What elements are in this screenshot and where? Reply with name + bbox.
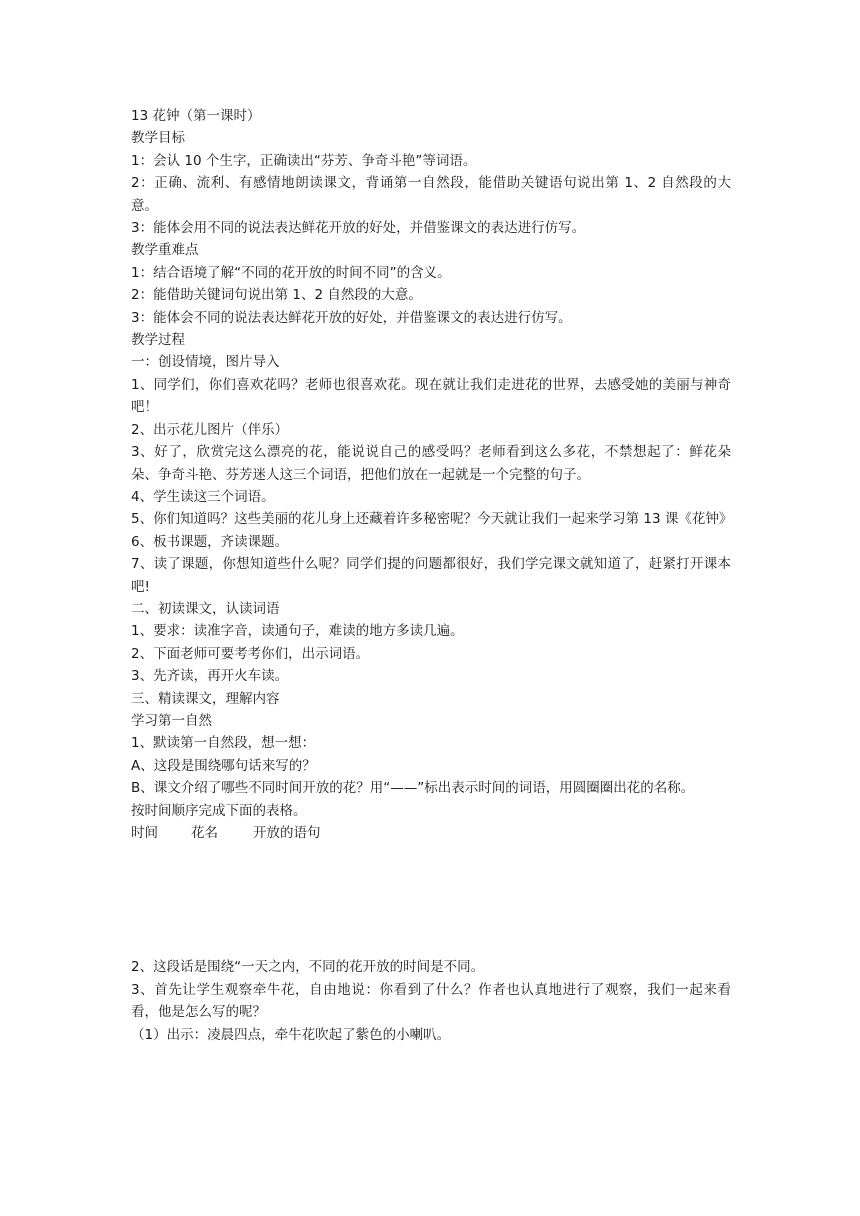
step-item: 7、读了课题，你想知道些什么呢？同学们提的问题都很好，我们学完课文就知道了，赶紧打开课本吧! xyxy=(131,556,731,595)
question-item: A、这段是围绕哪句话来写的？ xyxy=(131,757,316,774)
key-point-item: 2：能借助关键词句说出第 1、2 自然段的大意。 xyxy=(131,287,422,304)
goal-item: 3：能体会用不同的说法表达鲜花开放的好处，并借鉴课文的表达进行仿写。 xyxy=(131,220,586,237)
section-heading-process: 教学过程 xyxy=(131,332,185,349)
step-item: （1）出示：凌晨四点，牵牛花吹起了紫色的小喇叭。 xyxy=(131,1026,451,1043)
step-item: 4、学生读这三个词语。 xyxy=(131,488,275,505)
key-point-item: 3：能体会不同的说法表达鲜花开放的好处，并借鉴课文的表达进行仿写。 xyxy=(131,309,572,326)
step-item: 2、下面老师可要考考你们，出示词语。 xyxy=(131,645,370,662)
step-item: 3、好了，欣赏完这么漂亮的花，能说说自己的感受吗？老师看到这么多花，不禁想起了：鲜花朵朵、争奇斗艳、芬芳迷人这三个词语，把他们放在一起就是一个完整的句子。 xyxy=(131,444,731,483)
section-heading-goals: 教学目标 xyxy=(131,130,185,147)
table-header-row xyxy=(131,822,731,844)
instruction-line: 按时间顺序完成下面的表格。 xyxy=(131,802,307,819)
key-point-item: 1：结合语境了解“不同的花开放的时间不同”的含义。 xyxy=(131,264,451,281)
table-header-sentence: 开放的语句 xyxy=(253,825,321,841)
section-heading-key-points: 教学重难点 xyxy=(131,242,199,259)
step-item: 1、要求：读准字音，读通句子，难读的地方多读几遍。 xyxy=(131,623,464,640)
question-item: B、课文介绍了哪些不同时间开放的花？用“——”标出表示时间的词语，用圆圈圈出花的名称。 xyxy=(131,780,695,797)
goal-item: 2：正确、流利、有感情地朗读课文，背诵第一自然段，能借助关键语句说出第 1、2 自然段的大意。 xyxy=(131,175,731,214)
step-heading: 二、初读课文，认读词语 xyxy=(131,600,280,617)
step-item: 3、首先让学生观察牵牛花，自由地说：你看到了什么？作者也认真地进行了观察，我们一起来看看，他是怎么写的呢？ xyxy=(131,981,731,1021)
step-item: 2、出示花儿图片（伴乐） xyxy=(131,421,289,438)
document-body xyxy=(131,105,731,1046)
step-item: 1、同学们，你们喜欢花吗？老师也很喜欢花。现在就让我们走进花的世界，去感受她的美丽与神奇吧！ xyxy=(131,376,731,416)
step-item: 6、板书课题，齐读课题。 xyxy=(131,533,289,550)
table-header-time: 时间 xyxy=(131,825,158,841)
step-item: 1、默读第一自然段，想一想： xyxy=(131,735,316,752)
goal-item: 1：会认 10 个生字，正确读出“芬芳、争奇斗艳”等词语。 xyxy=(131,152,477,169)
step-item: 5、你们知道吗？这些美丽的花儿身上还藏着许多秘密呢？今天就让我们一起来学习第 13 课《花钟》 xyxy=(131,511,733,528)
lesson-title: 13 花钟（第一课时） xyxy=(131,108,261,124)
step-item: 2、这段话是围绕“一天之内，不同的花开放的时间是不同。 xyxy=(131,959,485,976)
step-item: 3、先齐读，再开火车读。 xyxy=(131,668,289,685)
table-blank-area xyxy=(131,844,731,956)
step-heading: 一：创设情境，图片导入 xyxy=(131,354,280,371)
table-header-flower: 花名 xyxy=(191,825,218,841)
sub-heading: 学习第一自然 xyxy=(131,712,212,729)
step-heading: 三、精读课文，理解内容 xyxy=(131,690,280,707)
